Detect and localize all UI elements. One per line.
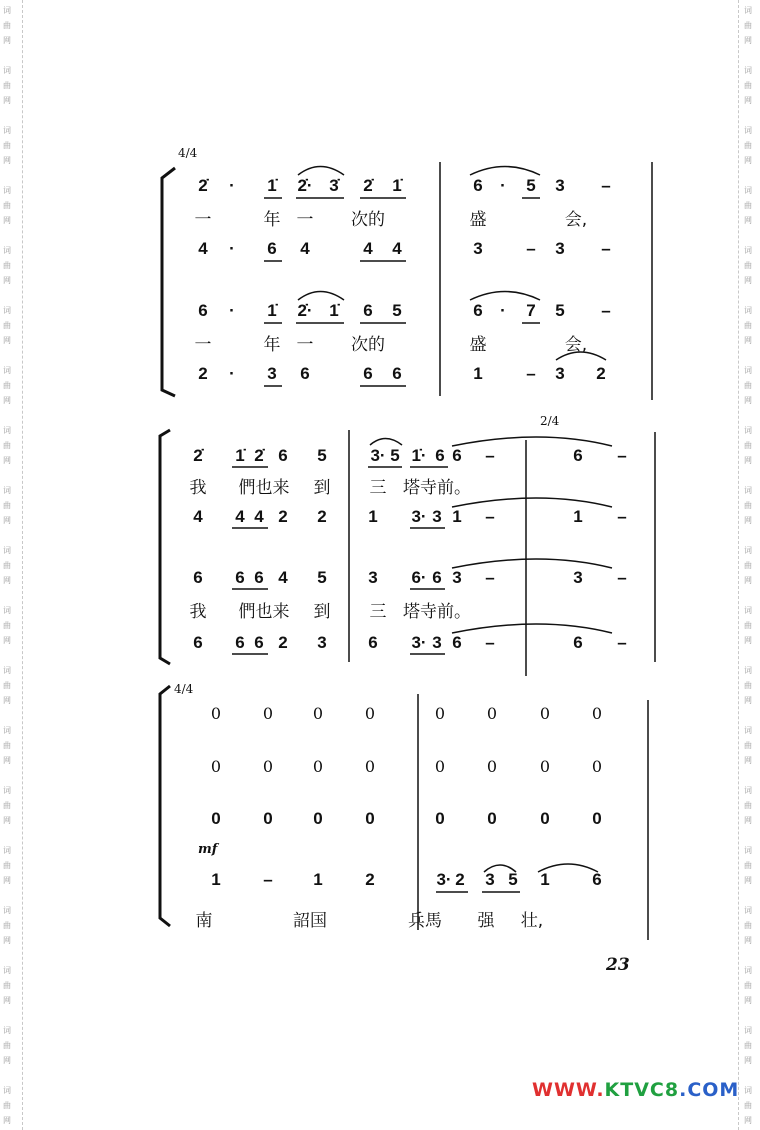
notation-glyph: 1̇· bbox=[411, 446, 427, 465]
watermark-glyph: 曲 bbox=[3, 141, 11, 150]
watermark-glyph: 曲 bbox=[744, 1041, 752, 1050]
watermark-glyph: 网 bbox=[3, 216, 11, 225]
notation-glyph: 6 bbox=[235, 633, 245, 652]
watermark-glyph: 词 bbox=[3, 6, 11, 15]
notation-glyph: 6 bbox=[473, 301, 483, 320]
notation-glyph: 0 bbox=[435, 809, 445, 828]
lyric-text: 三 bbox=[369, 478, 387, 498]
notation-glyph: · bbox=[229, 239, 235, 258]
notation-glyph: – bbox=[485, 568, 495, 587]
watermark-glyph: 词 bbox=[744, 486, 752, 495]
notation-glyph: 3· bbox=[436, 870, 452, 889]
notation-glyph: 0 bbox=[364, 704, 376, 723]
notation-glyph: – bbox=[617, 633, 627, 652]
notation-glyph: 3 bbox=[368, 568, 378, 587]
watermark-glyph: 网 bbox=[3, 696, 11, 705]
notation-glyph: – bbox=[617, 568, 627, 587]
notation-glyph: 3· bbox=[411, 507, 427, 526]
notation-glyph: – bbox=[601, 176, 611, 195]
notation-glyph: 6 bbox=[592, 870, 602, 889]
notation-glyph: 1̇ bbox=[267, 301, 277, 320]
watermark-glyph: 网 bbox=[744, 276, 752, 285]
watermark-glyph: 曲 bbox=[744, 621, 752, 630]
notation-glyph: – bbox=[617, 446, 627, 465]
notation-glyph: · bbox=[229, 364, 235, 383]
notation-glyph: 0 bbox=[486, 704, 498, 723]
notation-glyph: 6· bbox=[411, 568, 427, 587]
notation-glyph: – bbox=[617, 507, 627, 526]
notation-glyph: 5 bbox=[390, 446, 400, 465]
watermark-glyph: 词 bbox=[744, 6, 752, 15]
watermark-glyph: 曲 bbox=[3, 1101, 11, 1110]
lyric-text: 一 bbox=[296, 210, 314, 230]
notation-glyph: 1̇ bbox=[235, 446, 245, 465]
notation-glyph: 6 bbox=[278, 446, 288, 465]
lyric-text: 一 bbox=[194, 335, 212, 355]
watermark-glyph: 曲 bbox=[744, 201, 752, 210]
notation-glyph: 5 bbox=[555, 301, 565, 320]
notation-glyph: 4 bbox=[300, 239, 310, 258]
lyric-text: 詔国 bbox=[293, 911, 327, 931]
watermark-glyph: 网 bbox=[3, 1056, 11, 1065]
notation-glyph: 3 bbox=[267, 364, 277, 383]
watermark-glyph: 曲 bbox=[744, 981, 752, 990]
notation-glyph: 3̇ bbox=[329, 176, 339, 195]
watermark-glyph: 网 bbox=[744, 1056, 752, 1065]
watermark-glyph: 词 bbox=[3, 1086, 11, 1095]
notation-glyph: – bbox=[263, 870, 273, 889]
notation-glyph: 1 bbox=[313, 870, 323, 889]
notation-glyph: · bbox=[229, 176, 235, 195]
watermark-glyph: 网 bbox=[3, 336, 11, 345]
notation-glyph: 5 bbox=[317, 446, 327, 465]
lyric-text: 兵馬 bbox=[408, 911, 442, 931]
watermark-glyph: 网 bbox=[744, 996, 752, 1005]
lyric-text: 强 bbox=[477, 911, 495, 931]
notation-glyph: 0 bbox=[210, 757, 222, 776]
watermark-glyph: 词 bbox=[3, 786, 11, 795]
watermark-glyph: 词 bbox=[744, 966, 752, 975]
notation-glyph: 2̇ bbox=[193, 446, 203, 465]
watermark-glyph: 词 bbox=[3, 366, 11, 375]
notation-glyph: 3 bbox=[432, 507, 442, 526]
notation-glyph: 3 bbox=[485, 870, 495, 889]
notation-glyph: 6 bbox=[573, 633, 583, 652]
notation-glyph: · bbox=[229, 301, 235, 320]
watermark-glyph: 网 bbox=[3, 756, 11, 765]
notation-glyph: 4 bbox=[235, 507, 245, 526]
notation-glyph: 6 bbox=[435, 446, 445, 465]
watermark-glyph: 网 bbox=[3, 36, 11, 45]
notation-glyph: 4 bbox=[363, 239, 373, 258]
watermark-glyph: 网 bbox=[3, 276, 11, 285]
watermark-glyph: 曲 bbox=[744, 681, 752, 690]
watermark-glyph: 词 bbox=[3, 426, 11, 435]
notation-glyph: 0 bbox=[486, 757, 498, 776]
watermark-glyph: 网 bbox=[744, 696, 752, 705]
notation-glyph: 2 bbox=[317, 507, 327, 526]
notation-glyph: 0 bbox=[312, 704, 324, 723]
notation-glyph: 2̇· bbox=[297, 176, 313, 195]
notation-glyph: 0 bbox=[365, 809, 375, 828]
notation-glyph: 0 bbox=[591, 757, 603, 776]
site-prefix: WWW. bbox=[532, 1079, 605, 1101]
notation-glyph: 0 bbox=[313, 809, 323, 828]
watermark-glyph: 曲 bbox=[744, 801, 752, 810]
watermark-glyph: 曲 bbox=[3, 681, 11, 690]
notation-glyph: – bbox=[526, 364, 536, 383]
lyric-text: 会, bbox=[564, 210, 588, 230]
site-suffix: .COM bbox=[679, 1079, 740, 1101]
watermark-glyph: 网 bbox=[744, 1116, 752, 1125]
notation-glyph: 1 bbox=[452, 507, 462, 526]
lyric-text: 次的 bbox=[351, 210, 385, 230]
notation-glyph: 4 bbox=[193, 507, 203, 526]
watermark-glyph: 词 bbox=[3, 1026, 11, 1035]
watermark-glyph: 词 bbox=[744, 726, 752, 735]
watermark-glyph: 曲 bbox=[3, 1041, 11, 1050]
watermark-glyph: 曲 bbox=[3, 261, 11, 270]
watermark-glyph: 网 bbox=[744, 36, 752, 45]
watermark-glyph: 曲 bbox=[744, 321, 752, 330]
notation-glyph: 2̇ bbox=[254, 446, 264, 465]
watermark-glyph: 曲 bbox=[744, 861, 752, 870]
notation-glyph: 3 bbox=[555, 176, 565, 195]
notation-glyph: 6 bbox=[363, 364, 373, 383]
notation-glyph: 0 bbox=[539, 757, 551, 776]
notation-glyph: 6 bbox=[300, 364, 310, 383]
notation-glyph: 6 bbox=[267, 239, 277, 258]
watermark-glyph: 网 bbox=[3, 816, 11, 825]
watermark-glyph: 词 bbox=[744, 606, 752, 615]
notation-glyph: 5 bbox=[508, 870, 518, 889]
watermark-glyph: 网 bbox=[744, 156, 752, 165]
watermark-glyph: 曲 bbox=[744, 261, 752, 270]
lyric-text: 会, bbox=[564, 335, 588, 355]
notation-glyph: 0 bbox=[364, 757, 376, 776]
watermark-glyph: 词 bbox=[3, 666, 11, 675]
watermark-glyph: 词 bbox=[744, 546, 752, 555]
watermark-glyph: 词 bbox=[744, 426, 752, 435]
notation-glyph: 3· bbox=[370, 446, 386, 465]
notation-glyph: 6 bbox=[573, 446, 583, 465]
watermark-glyph: 词 bbox=[744, 666, 752, 675]
notation-glyph: 1 bbox=[573, 507, 583, 526]
notation-glyph: 2̇ bbox=[363, 176, 373, 195]
watermark-glyph: 网 bbox=[3, 576, 11, 585]
watermark-glyph: 网 bbox=[744, 876, 752, 885]
lyric-text: 塔寺前。 bbox=[403, 602, 471, 622]
lyric-text: 盛 bbox=[469, 335, 487, 355]
watermark-glyph: 曲 bbox=[3, 381, 11, 390]
notation-glyph: 6 bbox=[452, 633, 462, 652]
watermark-glyph: 曲 bbox=[3, 801, 11, 810]
watermark-glyph: 词 bbox=[3, 606, 11, 615]
watermark-glyph: 词 bbox=[744, 846, 752, 855]
watermark-glyph: 词 bbox=[744, 786, 752, 795]
watermark-glyph: 词 bbox=[744, 246, 752, 255]
watermark-glyph: 词 bbox=[744, 906, 752, 915]
notation-glyph: 5 bbox=[317, 568, 327, 587]
watermark-glyph: 曲 bbox=[3, 921, 11, 930]
lyric-text: 一 bbox=[296, 335, 314, 355]
notation-glyph: 3 bbox=[555, 239, 565, 258]
page-number: 23 bbox=[606, 955, 630, 975]
notation-glyph: – bbox=[485, 446, 495, 465]
watermark-glyph: 网 bbox=[3, 516, 11, 525]
notation-glyph: – bbox=[526, 239, 536, 258]
watermark-glyph: 曲 bbox=[3, 741, 11, 750]
notation-glyph: 0 bbox=[540, 809, 550, 828]
notation-glyph: 1 bbox=[473, 364, 483, 383]
watermark-glyph: 网 bbox=[3, 396, 11, 405]
lyric-text: 三 bbox=[369, 602, 387, 622]
watermark-glyph: 网 bbox=[3, 996, 11, 1005]
watermark-glyph: 曲 bbox=[3, 981, 11, 990]
notation-glyph: – bbox=[601, 239, 611, 258]
notation-glyph: 0 bbox=[434, 757, 446, 776]
notation-glyph: 1 bbox=[211, 870, 221, 889]
watermark-glyph: 词 bbox=[3, 246, 11, 255]
watermark-glyph: 曲 bbox=[3, 321, 11, 330]
lyric-text: 到 bbox=[313, 478, 331, 498]
notation-glyph: 6 bbox=[392, 364, 402, 383]
lyric-text: 們也来 bbox=[238, 478, 290, 498]
meter-mark: 4/4 bbox=[178, 146, 198, 160]
notation-glyph: 6 bbox=[473, 176, 483, 195]
watermark-glyph: 曲 bbox=[3, 561, 11, 570]
lyric-text: 一 bbox=[194, 210, 212, 230]
notation-glyph: 0 bbox=[591, 704, 603, 723]
watermark-glyph: 曲 bbox=[744, 381, 752, 390]
watermark-glyph: 曲 bbox=[744, 141, 752, 150]
notation-glyph: – bbox=[485, 633, 495, 652]
notation-glyph: 0 bbox=[262, 757, 274, 776]
notation-glyph: 2 bbox=[455, 870, 465, 889]
notation-glyph: 0 bbox=[262, 704, 274, 723]
notation-glyph: 6 bbox=[368, 633, 378, 652]
lyric-text: 年 bbox=[263, 335, 281, 355]
watermark-glyph: 网 bbox=[3, 456, 11, 465]
notation-glyph: 6 bbox=[254, 633, 264, 652]
notation-glyph: – bbox=[601, 301, 611, 320]
notation-glyph: 3 bbox=[452, 568, 462, 587]
watermark-glyph: 词 bbox=[3, 966, 11, 975]
lyric-text: 到 bbox=[313, 602, 331, 622]
watermark-glyph: 词 bbox=[3, 126, 11, 135]
notation-glyph: 5 bbox=[526, 176, 536, 195]
watermark-glyph: 曲 bbox=[3, 81, 11, 90]
lyric-text: 盛 bbox=[469, 210, 487, 230]
watermark-glyph: 网 bbox=[3, 636, 11, 645]
watermark-glyph: 网 bbox=[744, 936, 752, 945]
watermark-glyph: 词 bbox=[744, 126, 752, 135]
watermark-glyph: 曲 bbox=[744, 441, 752, 450]
notation-glyph: 0 bbox=[487, 809, 497, 828]
notation-glyph: 3 bbox=[432, 633, 442, 652]
notation-glyph: 2̇· bbox=[297, 301, 313, 320]
watermark-glyph: 曲 bbox=[744, 21, 752, 30]
notation-glyph: 0 bbox=[539, 704, 551, 723]
watermark-glyph: 曲 bbox=[3, 621, 11, 630]
notation-glyph: – bbox=[485, 507, 495, 526]
lyric-text: 次的 bbox=[351, 335, 385, 355]
site-watermark[interactable] bbox=[532, 1079, 739, 1101]
notation-glyph: 3 bbox=[573, 568, 583, 587]
notation-glyph: 1̇ bbox=[267, 176, 277, 195]
notation-glyph: 4 bbox=[254, 507, 264, 526]
watermark-glyph: 网 bbox=[744, 216, 752, 225]
watermark-glyph: 网 bbox=[744, 456, 752, 465]
meter-mark: 4/4 bbox=[174, 682, 194, 696]
watermark-glyph: 网 bbox=[744, 756, 752, 765]
watermark-glyph: 网 bbox=[744, 576, 752, 585]
watermark-glyph: 曲 bbox=[744, 741, 752, 750]
notation-glyph: 0 bbox=[592, 809, 602, 828]
watermark-glyph: 网 bbox=[3, 936, 11, 945]
watermark-glyph: 词 bbox=[3, 66, 11, 75]
notation-glyph: 1 bbox=[368, 507, 378, 526]
watermark-glyph: 曲 bbox=[3, 861, 11, 870]
notation-glyph: 6 bbox=[254, 568, 264, 587]
watermark-glyph: 词 bbox=[744, 366, 752, 375]
notation-glyph: 6 bbox=[193, 568, 203, 587]
notation-glyph: 4 bbox=[392, 239, 402, 258]
watermark-glyph: 网 bbox=[744, 636, 752, 645]
watermark-glyph: 词 bbox=[3, 306, 11, 315]
lyric-text: 我 bbox=[189, 602, 207, 622]
watermark-glyph: 曲 bbox=[3, 201, 11, 210]
notation-glyph: 1̇ bbox=[392, 176, 402, 195]
lyric-text: 塔寺前。 bbox=[403, 478, 471, 498]
notation-glyph: 6 bbox=[432, 568, 442, 587]
watermark-glyph: 网 bbox=[744, 336, 752, 345]
notation-glyph: 2 bbox=[278, 633, 288, 652]
watermark-glyph: 曲 bbox=[744, 501, 752, 510]
notation-glyph: 1̇ bbox=[329, 301, 339, 320]
watermark-glyph: 曲 bbox=[3, 21, 11, 30]
notation-glyph: 7 bbox=[526, 301, 536, 320]
watermark-glyph: 词 bbox=[3, 726, 11, 735]
notation-glyph: 1 bbox=[540, 870, 550, 889]
meter-mark: 2/4 bbox=[540, 414, 560, 428]
notation-glyph: 3· bbox=[411, 633, 427, 652]
notation-glyph: · bbox=[500, 176, 506, 195]
notation-glyph: 0 bbox=[263, 809, 273, 828]
watermark-glyph: 曲 bbox=[744, 81, 752, 90]
dynamic-mark: mf bbox=[198, 842, 218, 857]
notation-glyph: 3 bbox=[473, 239, 483, 258]
notation-glyph: · bbox=[500, 301, 506, 320]
watermark-glyph: 词 bbox=[3, 186, 11, 195]
notation-glyph: 2 bbox=[198, 364, 208, 383]
watermark-glyph: 网 bbox=[744, 96, 752, 105]
notation-glyph: 2̇ bbox=[198, 176, 208, 195]
watermark-glyph: 词 bbox=[744, 1086, 752, 1095]
watermark-glyph: 曲 bbox=[744, 921, 752, 930]
watermark-glyph: 网 bbox=[744, 396, 752, 405]
notation-glyph: 3 bbox=[555, 364, 565, 383]
watermark-glyph: 词 bbox=[3, 486, 11, 495]
watermark-glyph: 词 bbox=[3, 546, 11, 555]
notation-glyph: 6 bbox=[193, 633, 203, 652]
lyric-text: 我 bbox=[189, 478, 207, 498]
notation-glyph: 0 bbox=[434, 704, 446, 723]
notation-glyph: 2 bbox=[365, 870, 375, 889]
watermark-glyph: 曲 bbox=[3, 441, 11, 450]
watermark-glyph: 网 bbox=[744, 816, 752, 825]
notation-glyph: 0 bbox=[211, 809, 221, 828]
notation-glyph: 3 bbox=[317, 633, 327, 652]
watermark-glyph: 词 bbox=[3, 906, 11, 915]
watermark-glyph: 网 bbox=[3, 96, 11, 105]
watermark-glyph: 网 bbox=[744, 516, 752, 525]
notation-glyph: 2 bbox=[278, 507, 288, 526]
lyric-text: 南 bbox=[195, 911, 213, 931]
lyric-text: 們也来 bbox=[238, 602, 290, 622]
watermark-glyph: 词 bbox=[744, 66, 752, 75]
notation-glyph: 0 bbox=[312, 757, 324, 776]
watermark-glyph: 网 bbox=[3, 1116, 11, 1125]
watermark-glyph: 词 bbox=[744, 306, 752, 315]
site-name: KTVC8 bbox=[604, 1079, 680, 1101]
watermark-glyph: 词 bbox=[744, 186, 752, 195]
notation-glyph: 4 bbox=[198, 239, 208, 258]
notation-glyph: 4 bbox=[278, 568, 288, 587]
watermark-glyph: 词 bbox=[744, 1026, 752, 1035]
watermark-glyph: 曲 bbox=[3, 501, 11, 510]
watermark-glyph: 网 bbox=[3, 876, 11, 885]
notation-glyph: 6 bbox=[363, 301, 373, 320]
lyric-text: 年 bbox=[263, 210, 281, 230]
notation-glyph: 5 bbox=[392, 301, 402, 320]
notation-glyph: 6 bbox=[452, 446, 462, 465]
watermark-glyph: 曲 bbox=[744, 561, 752, 570]
lyric-text: 壮, bbox=[520, 911, 544, 931]
notation-glyph: 6 bbox=[235, 568, 245, 587]
notation-glyph: 6 bbox=[198, 301, 208, 320]
watermark-glyph: 网 bbox=[3, 156, 11, 165]
watermark-glyph: 词 bbox=[3, 846, 11, 855]
notation-glyph: 2 bbox=[596, 364, 606, 383]
watermark-glyph: 曲 bbox=[744, 1101, 752, 1110]
notation-glyph: 0 bbox=[210, 704, 222, 723]
